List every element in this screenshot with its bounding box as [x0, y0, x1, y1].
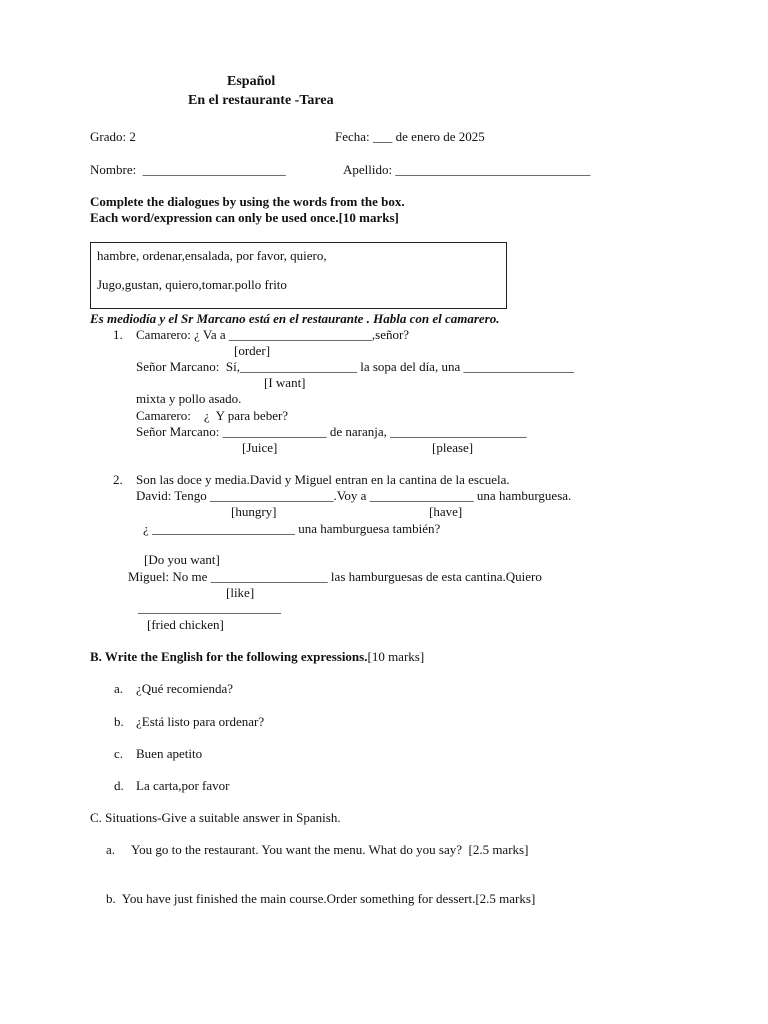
dialogue-2-line: ______________________: [138, 600, 281, 615]
situation-b: b. You have just finished the main course.Order something for dessert.[2.5 marks]: [106, 891, 536, 906]
dialogue-2-line: ¿ ______________________ una hamburguesa también?: [143, 521, 441, 536]
scene-description: Es mediodía y el Sr Marcano está en el restaurante . Habla con el camarero.: [90, 311, 500, 326]
list-item-letter: c.: [114, 746, 124, 761]
hint-like: [like]: [226, 585, 255, 600]
list-item: ¿Está listo para ordenar?: [136, 714, 265, 729]
grade-field: Grado: 2: [90, 129, 136, 144]
situation-a: You go to the restaurant. You want the menu. What do you say? [2.5 marks]: [131, 842, 529, 857]
hint-i-want: [I want]: [264, 375, 306, 390]
page-subtitle: En el restaurante -Tarea: [188, 93, 334, 108]
section-c-heading: C. Situations-Give a suitable answer in Spanish.: [90, 810, 341, 825]
instruction-line-2: Each word/expression can only be used once.[10 marks]: [90, 210, 399, 225]
list-item: ¿Qué recomienda?: [136, 681, 234, 696]
section-b-title: B. Write the English for the following expressions.: [90, 649, 368, 664]
hint-have: [have]: [429, 504, 463, 519]
dialogue-1-line: Señor Marcano: Sí,__________________ la sopa del día, una _________________: [136, 359, 574, 374]
surname-field: Apellido: ______________________________: [343, 162, 591, 177]
list-item: Buen apetito: [136, 746, 203, 761]
dialogue-2-line: David: Tengo ___________________.Voy a ________________ una hamburguesa.: [136, 488, 572, 503]
name-field: Nombre: ______________________: [90, 162, 286, 177]
instruction-line-1: Complete the dialogues by using the words from the box.: [90, 194, 405, 209]
hint-order: [order]: [234, 343, 271, 358]
hint-do-you-want: [Do you want]: [144, 552, 220, 567]
section-b-marks: [10 marks]: [367, 649, 425, 664]
dialogue-1-line: Camarero: ¿ Y para beber?: [136, 408, 289, 423]
hint-please: [please]: [432, 440, 474, 455]
hint-hungry: [hungry]: [231, 504, 277, 519]
page-title: Español: [227, 74, 276, 89]
hint-fried-chicken: [fried chicken]: [147, 617, 224, 632]
list-item-letter: a.: [114, 681, 124, 696]
hint-juice: [Juice]: [242, 440, 278, 455]
date-field: Fecha: ___ de enero de 2025: [335, 129, 485, 144]
dialogue-2-line: Miguel: No me __________________ las hamburguesas de esta cantina.Quiero: [128, 569, 542, 584]
dialogue-1-line: Señor Marcano: ________________ de naranja, _____________________: [136, 424, 527, 439]
dialogue-2-number: 2.: [113, 472, 123, 487]
word-box-line-2: Jugo,gustan, quiero,tomar.pollo frito: [97, 277, 287, 292]
list-item-letter: b.: [114, 714, 124, 729]
dialogue-2-line: Son las doce y media.David y Miguel entran en la cantina de la escuela.: [136, 472, 510, 487]
word-box-line-1: hambre, ordenar,ensalada, por favor, quiero,: [97, 248, 327, 263]
dialogue-1-number: 1.: [113, 327, 123, 342]
dialogue-1-line: mixta y pollo asado.: [136, 391, 242, 406]
list-item: La carta,por favor: [136, 778, 230, 793]
list-item-letter: d.: [114, 778, 124, 793]
situation-a-letter: a.: [106, 842, 116, 857]
dialogue-1-line: Camarero: ¿ Va a ______________________,señor?: [136, 327, 410, 342]
section-b-heading: [90, 649, 424, 665]
